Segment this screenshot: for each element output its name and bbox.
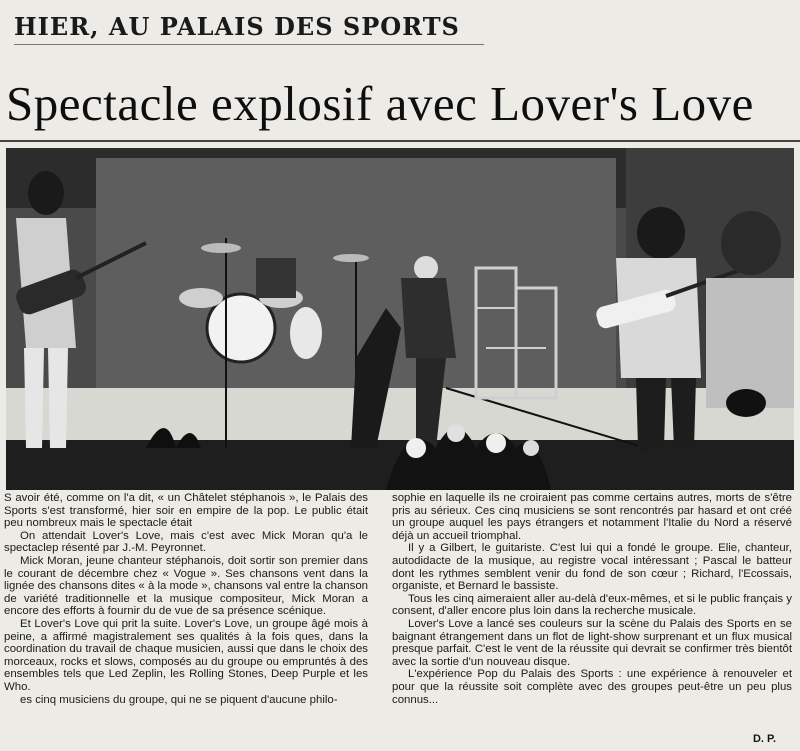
article-column-left xyxy=(4,492,368,706)
paragraph: Mick Moran, jeune chanteur stéphanois, doit sortir son premier dans le courant de décembre chez « Vogue ». Ses chansons vent dans la lignée des chansons dites « à la mode », chansons val entre la chanson de variété traditionnelle et la musique compositeur, Mick Moran a encore des efforts à fournir du de vue de sa présence scénique. xyxy=(4,554,368,618)
paragraph: L'expérience Pop du Palais des Sports : une expérience à renouveler et pour que la réussite soit complète avec des groupes peut-être un peu plus connus... xyxy=(392,668,792,706)
author-signature: D. P. xyxy=(752,733,776,745)
paragraph: Lover's Love a lancé ses couleurs sur la scène du Palais des Sports en se baignant étrangement dans un flot de light-show surprenant et un flux musical presque parfait. C'est le vent de la réussite qui devrait se confirmer très bientôt avec la sortie d'un nouveau disque. xyxy=(392,617,792,668)
article-body xyxy=(0,492,800,751)
paragraph: On attendait Lover's Love, mais c'est avec Mick Moran qu'a le spectaclep résenté par J.-M. Peyronnet. xyxy=(4,529,368,555)
section-kicker xyxy=(14,10,484,45)
paragraph: S avoir été, comme on l'a dit, « un Châtelet stéphanois », le Palais des Sports s'est transformé, hier soir en empire de la pop. Le public était peu nombreux mais le spectacle était xyxy=(4,492,368,530)
concert-stage-illustration xyxy=(6,148,794,490)
paragraph: sophie en laquelle ils ne croiraient pas comme certains autres, morts de s'être pris au sérieux. Ces cinq musiciens se sont rencontrés par hasard et ont créé un groupe auquel les pays étrangers et notamment l'Italie du Nord a réservé déjà un accueil triomphal. xyxy=(392,492,792,542)
paragraph: Tous les cinq aimeraient aller au-delà d'eux-mêmes, et si le public français y consent, d'aller encore plus loin dans la recherche musicale. xyxy=(392,592,792,618)
kicker-text: HIER, AU PALAIS DES SPORTS xyxy=(14,12,460,41)
headline-rule xyxy=(0,140,800,142)
paragraph: es cinq musiciens du groupe, qui ne se piquent d'aucune philo- xyxy=(20,693,338,706)
concert-photo xyxy=(6,148,794,490)
paragraph: Il y a Gilbert, le guitariste. C'est lui qui a fondé le groupe. Elie, chanteur, autodidacte de la musique, au registre vocal intéressant ; Pascal le batteur dont les rythmes semblent venir du fond de son cœur ; Richard, l'Ecossais, organiste, et Bernard le bassiste. xyxy=(392,542,792,593)
paragraph: Et Lover's Love qui prit la suite. Lover's Love, un groupe âgé mois à peine, a affirmé magistralement ses qualités à la fois ques, dans la coordination du travail de chaque musicien, aussi que dans le choix des morceaux, rocks et slows, composés au du groupe ou empruntés à des ensembles tels que Led Zeplin, les Rolling Stones, Deep Purple et les Who. xyxy=(4,617,368,693)
headline: Spectacle explosif avec Lover's Love xyxy=(6,76,754,131)
article-column-right xyxy=(392,492,792,706)
